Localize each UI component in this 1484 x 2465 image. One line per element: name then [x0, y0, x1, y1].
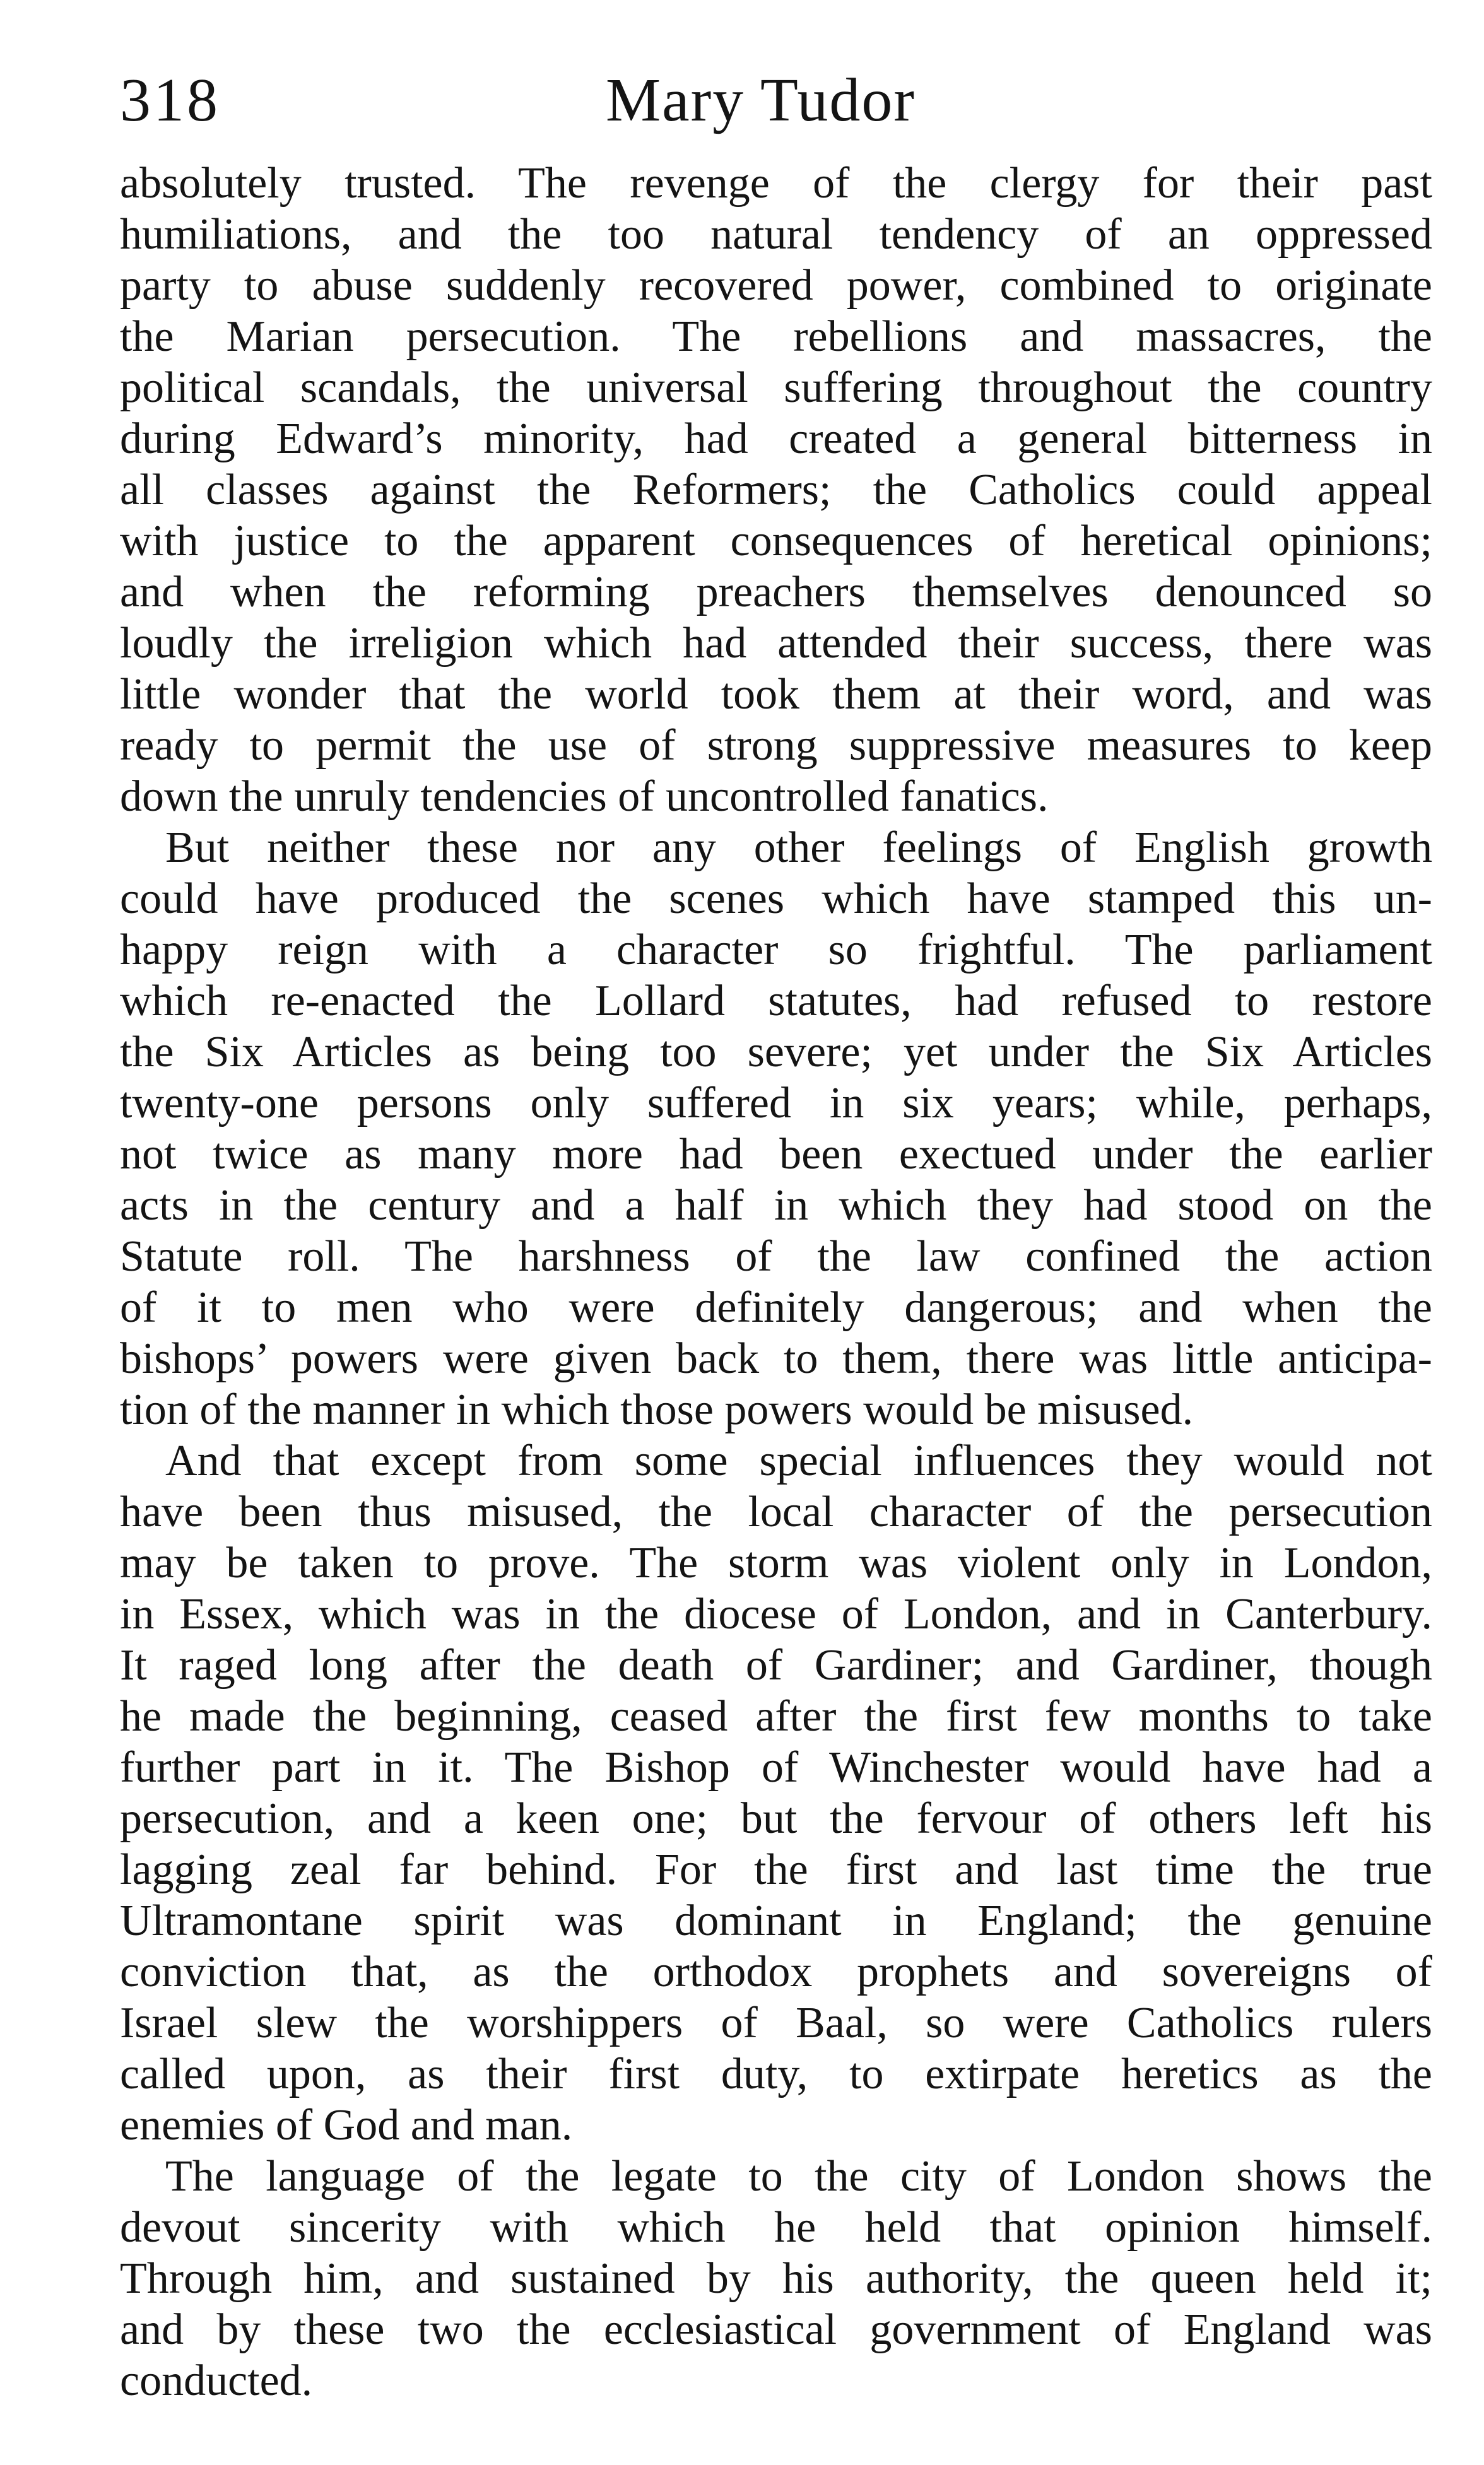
text-line: happy reign with a character so frightful. The parliament	[120, 926, 1432, 974]
text-line: have been thus misused, the local character of the persecution	[120, 1488, 1432, 1536]
running-title: Mary Tudor	[606, 66, 916, 134]
text-line: loudly the irreligion which had attended their success, there was	[120, 619, 1432, 668]
text-line: twenty-one persons only suffered in six years; while, perhaps,	[120, 1079, 1432, 1127]
text-line: and by these two the ecclesiastical government of England was	[120, 2305, 1432, 2354]
text-line: It raged long after the death of Gardiner; and Gardiner, though	[120, 1641, 1432, 1690]
text-line: little wonder that the world took them at their word, and was	[120, 670, 1432, 719]
text-line: The language of the legate to the city of London shows the	[165, 2152, 1432, 2201]
text-line: political scandals, the universal suffering throughout the country	[120, 363, 1432, 412]
text-line: not twice as many more had been exectued under the earlier	[120, 1130, 1432, 1179]
paragraph-3	[120, 1435, 1432, 2151]
body-text	[120, 158, 1432, 2406]
text-line: Statute roll. The harshness of the law confined the action	[120, 1232, 1432, 1281]
text-line: humiliations, and the too natural tendency of an oppressed	[120, 210, 1432, 259]
text-line: persecution, and a keen one; but the fervour of others left his	[120, 1794, 1432, 1843]
text-line: lagging zeal far behind. For the first and last time the true	[120, 1845, 1432, 1894]
paragraph-4	[120, 2151, 1432, 2406]
paragraph-2	[120, 822, 1432, 1435]
running-head	[120, 66, 1432, 158]
text-line: conducted.	[120, 2356, 313, 2405]
text-line: with justice to the apparent consequences of heretical opinions;	[120, 517, 1432, 565]
text-line: in Essex, which was in the diocese of London, and in Canterbury.	[120, 1590, 1432, 1638]
text-line: enemies of God and man.	[120, 2101, 573, 2150]
text-line: conviction that, as the orthodox prophets and sovereigns of	[120, 1948, 1432, 1996]
text-line: which re-enacted the Lollard statutes, had refused to restore	[120, 977, 1432, 1025]
page-number: 318	[120, 66, 220, 134]
text-line: further part in it. The Bishop of Winchester would have had a	[120, 1743, 1432, 1792]
text-line: Through him, and sustained by his authority, the queen held it;	[120, 2254, 1432, 2303]
text-line: Israel slew the worshippers of Baal, so were Catholics rulers	[120, 1999, 1432, 2047]
text-line: the Six Articles as being too severe; yet under the Six Articles	[120, 1028, 1432, 1076]
text-line: may be taken to prove. The storm was violent only in London,	[120, 1539, 1432, 1587]
text-line: he made the beginning, ceased after the first few months to take	[120, 1692, 1432, 1741]
text-line: down the unruly tendencies of uncontrolled fanatics.	[120, 772, 1049, 821]
text-line: called upon, as their first duty, to extirpate heretics as the	[120, 2050, 1432, 2098]
book-page	[120, 66, 1432, 2406]
text-line: all classes against the Reformers; the Catholics could appeal	[120, 466, 1432, 514]
text-line: tion of the manner in which those powers would be misused.	[120, 1385, 1194, 1434]
text-line: devout sincerity with which he held that opinion himself.	[120, 2203, 1432, 2252]
text-line: Ultramontane spirit was dominant in England; the genuine	[120, 1897, 1432, 1945]
text-line: acts in the century and a half in which they had stood on the	[120, 1181, 1432, 1230]
text-line: during Edward’s minority, had created a general bitterness in	[120, 415, 1432, 463]
text-line: could have produced the scenes which have stamped this un-	[120, 874, 1432, 923]
text-line: bishops’ powers were given back to them, there was little anticipa-	[120, 1334, 1432, 1383]
text-line: absolutely trusted. The revenge of the clergy for their past	[120, 159, 1432, 208]
text-line: But neither these nor any other feelings of English growth	[165, 823, 1432, 872]
paragraph-1	[120, 158, 1432, 822]
text-line: of it to men who were definitely dangerous; and when the	[120, 1283, 1432, 1332]
text-line: and when the reforming preachers themselves denounced so	[120, 568, 1432, 616]
text-line: ready to permit the use of strong suppressive measures to keep	[120, 721, 1432, 770]
text-line: And that except from some special influences they would not	[165, 1437, 1432, 1485]
text-line: the Marian persecution. The rebellions and massacres, the	[120, 312, 1432, 361]
text-line: party to abuse suddenly recovered power, combined to originate	[120, 261, 1432, 310]
